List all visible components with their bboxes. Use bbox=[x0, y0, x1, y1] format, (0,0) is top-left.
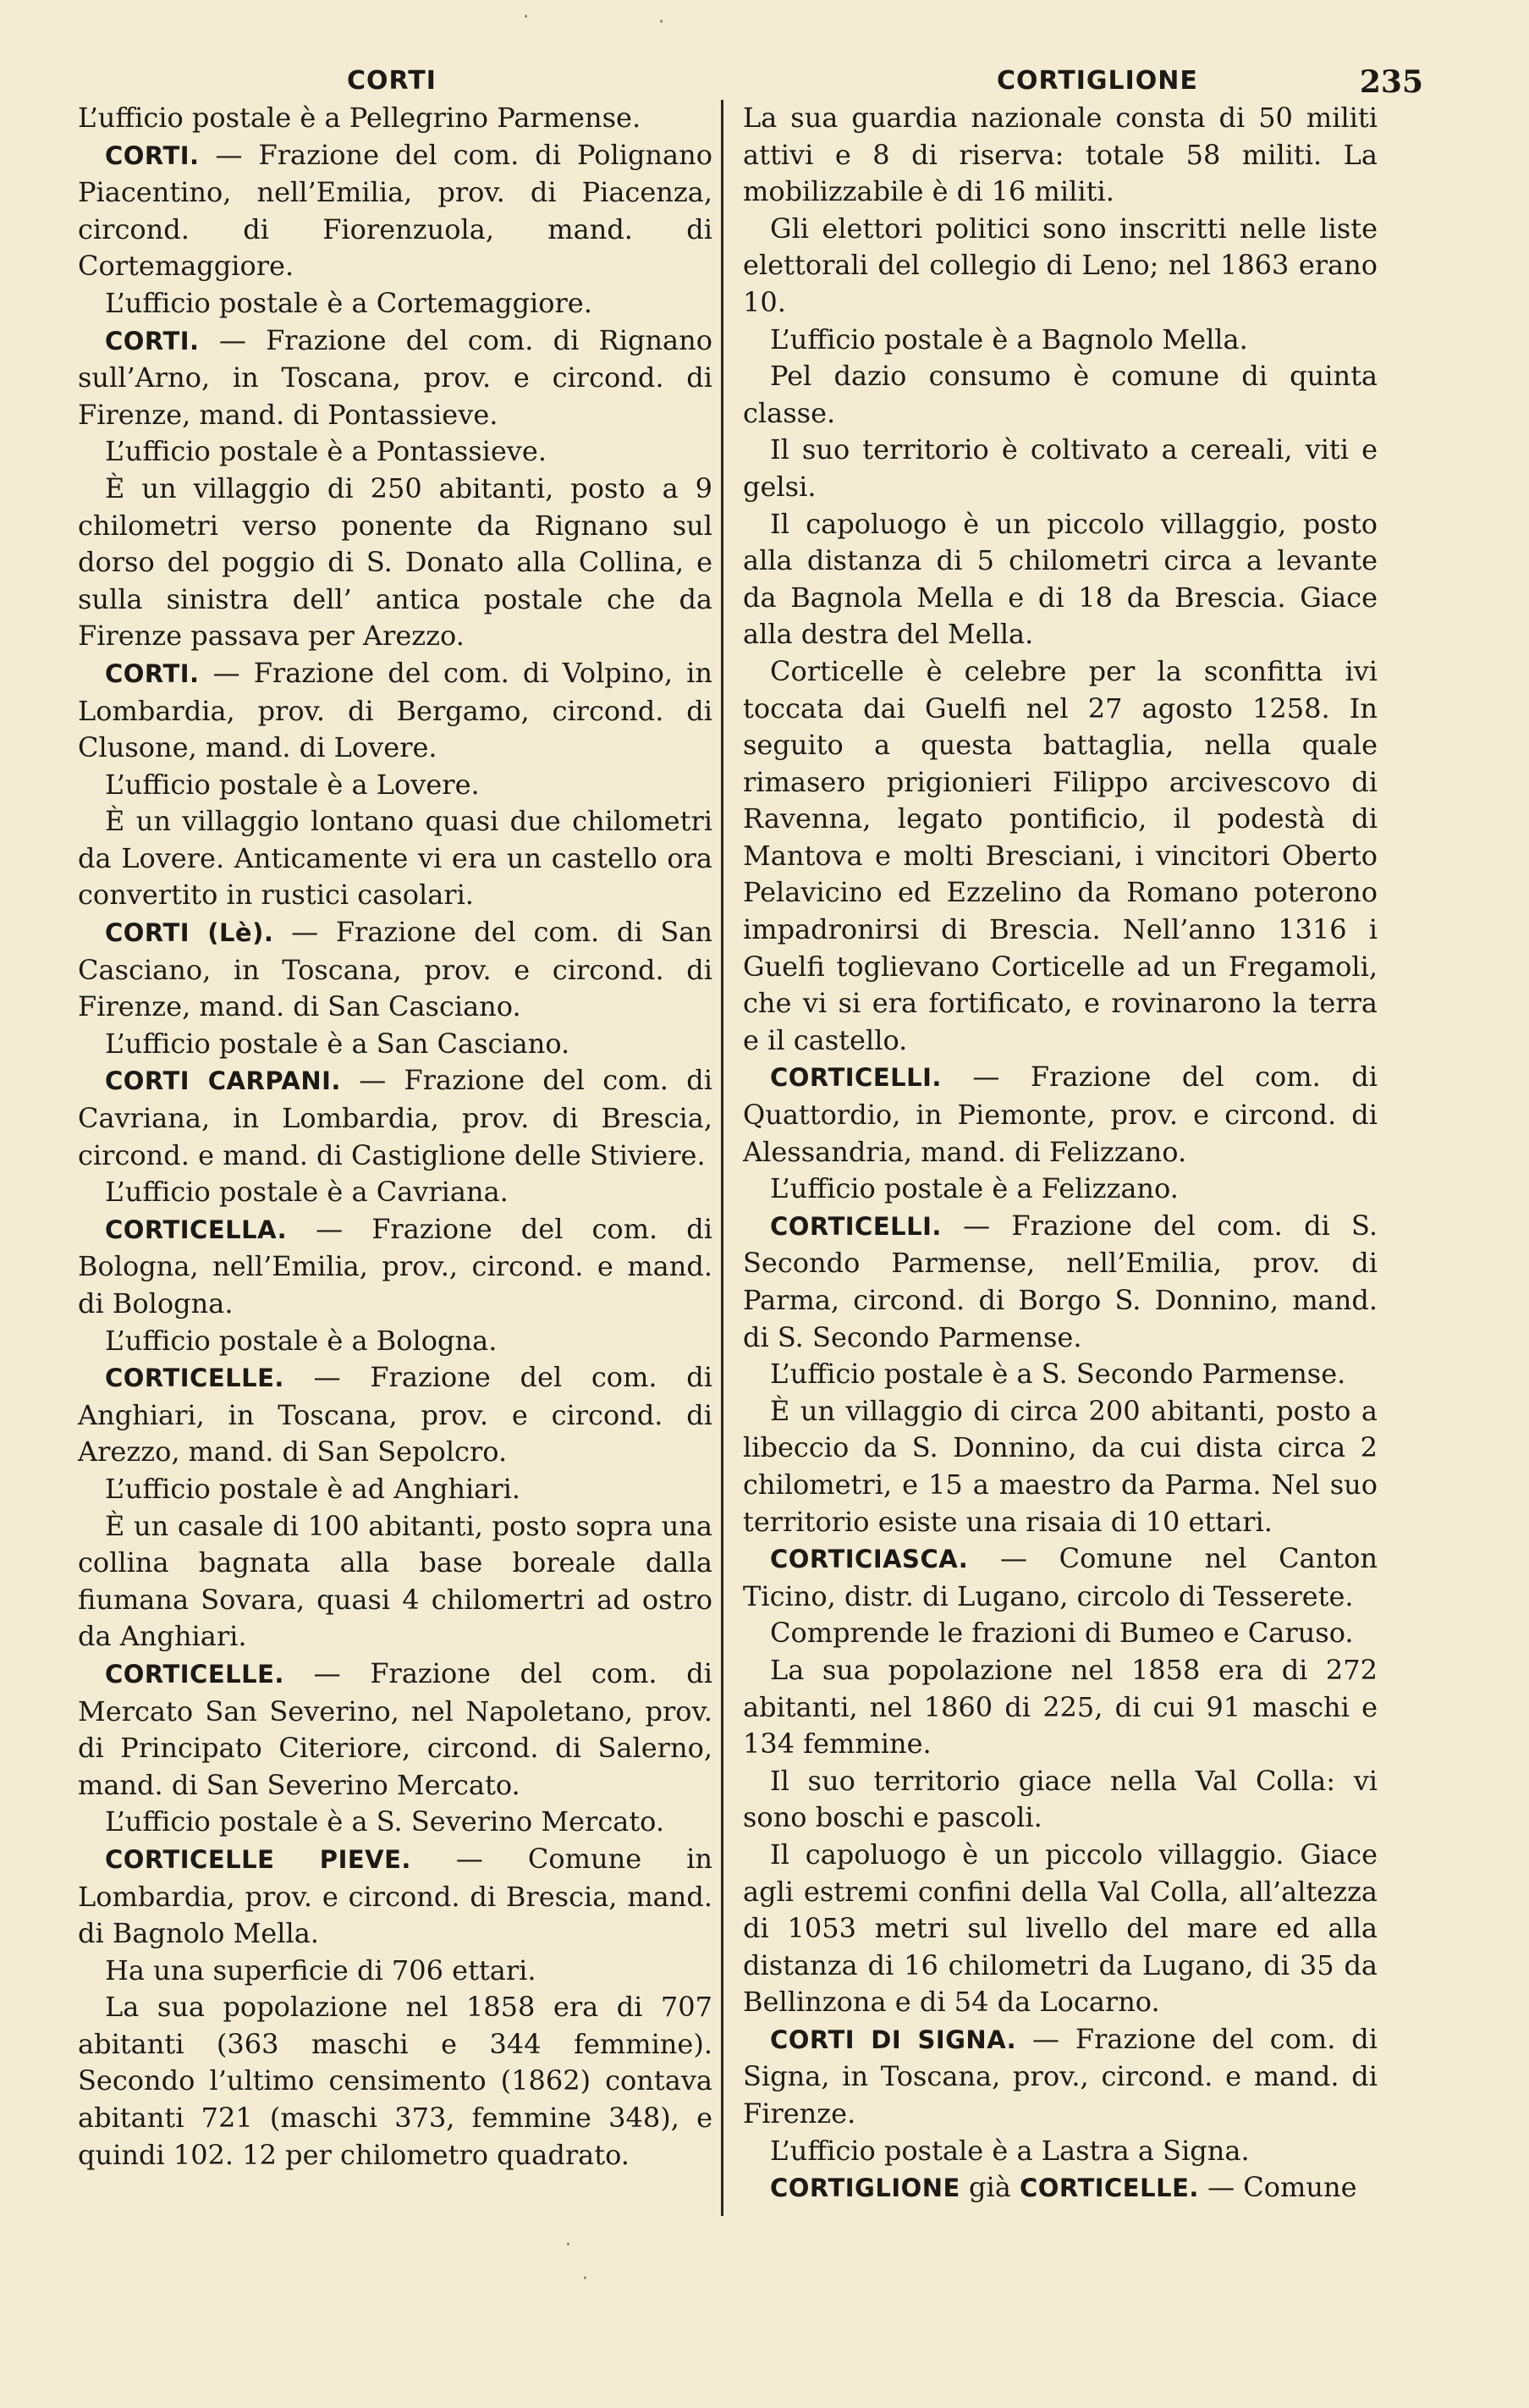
text-paragraph bbox=[78, 433, 712, 471]
entry-text: — Frazione del com. di Signa, in Toscana, prov., circond. e mand. di Firenze. bbox=[743, 2022, 1378, 2130]
entry-text: Il suo territorio giace nella Val Colla: vi sono boschi e pascoli. bbox=[743, 1764, 1378, 1834]
entry-text: L’ufficio postale è a Cavriana. bbox=[105, 1176, 509, 1209]
entry-text: Il capoluogo è un piccolo villaggio, posto alla distanza di 5 chilometri circa a levante da Bagnola Mella e di 18 da Brescia. Giace alla destra del Mella. bbox=[743, 507, 1378, 651]
text-paragraph bbox=[743, 432, 1378, 505]
entry-text: — Frazione del com. di Quattordio, in Piemonte, prov. e circond. di Alessandria, mand. di Felizzano. bbox=[743, 1061, 1378, 1168]
entry-text: L’ufficio postale è a S. Severino Mercato. bbox=[105, 1805, 665, 1838]
entry-text: già bbox=[960, 2171, 1020, 2204]
text-paragraph bbox=[78, 1323, 712, 1360]
text-paragraph bbox=[743, 1615, 1378, 1652]
entry-text: — Comune nel Canton Ticino, distr. di Lugano, circolo di Tesserete. bbox=[743, 1542, 1378, 1612]
running-head-left: CORTI bbox=[347, 66, 437, 96]
entry-text: — Comune bbox=[1198, 2171, 1357, 2204]
running-head-right: CORTIGLIONE bbox=[997, 66, 1198, 96]
entry-headword: CORTICELLI. bbox=[770, 1211, 942, 1241]
entry-text: — Frazione del com. di Bologna, nell’Emilia, prov., circond. e mand. di Bologna. bbox=[78, 1212, 712, 1320]
entry-paragraph bbox=[743, 2169, 1378, 2207]
text-paragraph bbox=[78, 767, 712, 804]
text-paragraph bbox=[743, 1393, 1378, 1540]
entry-paragraph bbox=[743, 1208, 1378, 1356]
text-paragraph bbox=[78, 1471, 712, 1508]
entry-headword: CORTI (Lè). bbox=[105, 918, 274, 948]
right-column bbox=[743, 100, 1378, 2207]
entry-text: L’ufficio postale è a Bologna. bbox=[105, 1324, 498, 1357]
entry-text: L’ufficio postale è a Lovere. bbox=[105, 768, 480, 801]
entry-paragraph bbox=[78, 1656, 712, 1804]
entry-headword: CORTICELLE. bbox=[105, 1364, 284, 1393]
entry-text: Comprende le frazioni di Bumeo e Caruso. bbox=[770, 1617, 1354, 1650]
text-paragraph bbox=[743, 2133, 1378, 2170]
entry-paragraph bbox=[78, 137, 712, 285]
print-speck: · bbox=[658, 12, 664, 33]
text-paragraph bbox=[78, 1989, 712, 2174]
entry-headword: CORTIGLIONE bbox=[770, 2174, 960, 2203]
text-paragraph bbox=[78, 285, 712, 322]
entry-text: La sua guardia nazionale consta di 50 militi attivi e 8 di riserva: totale 58 militi. La mobilizzabile è di 16 militi. bbox=[743, 102, 1378, 208]
entry-text: La sua popolazione nel 1858 era di 707 abitanti (363 maschi e 344 femmine). Secondo l’ultimo censimento (1862) contava abitanti 721 (maschi 373, femmine 348), e quindi 102. 12 per chilometro quadrato. bbox=[78, 1991, 712, 2171]
text-paragraph bbox=[743, 358, 1378, 432]
entry-text: Corticelle è celebre per la sconfitta ivi toccata dai Guelfi nel 27 agosto 1258. In seguito a questa battaglia, nella quale rimasero prigionieri Filippo arcivescovo di Ravenna, legato pontificio, il podestà di Mantova e molti Bresciani, i vincitori Oberto Pelavicino ed Ezzelino da Romano poterono impadronirsi di Brescia. Nell’anno 1316 i Guelfi toglievano Corticelle ad un Fregamoli, che vi si era fortificato, e rovinarono la terra e il castello. bbox=[743, 654, 1378, 1056]
entry-text: L’ufficio postale è a Pellegrino Parmense. bbox=[78, 102, 641, 134]
entry-text: — Frazione del com. di Rignano sull’Arno, in Toscana, prov. e circond. di Firenze, mand. di Pontassieve. bbox=[78, 323, 712, 431]
entry-text: L’ufficio postale è a Cortemaggiore. bbox=[105, 286, 592, 319]
entry-text: Gli elettori politici sono inscritti nelle liste elettorali del collegio di Leno; nel 1863 erano 10. bbox=[743, 212, 1378, 318]
entry-headword: CORTI CARPANI. bbox=[105, 1066, 341, 1096]
entry-text: Il capoluogo è un piccolo villaggio. Giace agli estremi confini della Val Colla, all’altezza di 1053 metri sul livello del mare ed alla distanza di 16 chilometri da Lugano, di 35 da Bellinzona e di 54 da Locarno. bbox=[743, 1838, 1378, 2019]
entry-text: — Frazione del com. di Mercato San Severino, nel Napoletano, prov. di Principato Citeriore, circond. di Salerno, mand. di San Severino Mercato. bbox=[78, 1656, 712, 1801]
entry-text: L’ufficio postale è ad Anghiari. bbox=[105, 1472, 521, 1505]
entry-headword: CORTI. bbox=[105, 658, 200, 688]
text-paragraph bbox=[78, 1174, 712, 1211]
text-paragraph bbox=[78, 803, 712, 914]
entry-headword: CORTI DI SIGNA. bbox=[770, 2025, 1017, 2054]
text-paragraph bbox=[743, 1837, 1378, 2021]
entry-headword: CORTICELLI. bbox=[770, 1063, 942, 1093]
entry-headword: CORTI. bbox=[105, 141, 200, 170]
entry-text: — Frazione del com. di Polignano Piacentino, nell’Emilia, prov. di Piacenza, circond. di Fiorenzuola, mand. di Cortemaggiore. bbox=[78, 138, 712, 283]
text-paragraph bbox=[743, 322, 1378, 359]
entry-paragraph bbox=[743, 2021, 1378, 2133]
entry-text: L’ufficio postale è a Lastra a Signa. bbox=[770, 2134, 1250, 2167]
entry-text: — Frazione del com. di Cavriana, in Lombardia, prov. di Brescia, circond. e mand. di Castiglione delle Stiviere. bbox=[78, 1064, 712, 1171]
entry-headword: CORTICELLE. bbox=[1019, 2174, 1199, 2203]
text-paragraph bbox=[743, 211, 1378, 322]
entry-text: Ha una superficie di 706 ettari. bbox=[105, 1953, 536, 1986]
entry-headword: CORTICELLE PIEVE. bbox=[105, 1844, 411, 1874]
text-paragraph bbox=[78, 1508, 712, 1656]
entry-headword: CORTICIASCA. bbox=[770, 1545, 969, 1574]
column-rule bbox=[721, 100, 723, 2216]
text-paragraph bbox=[743, 1652, 1378, 1763]
entry-paragraph bbox=[743, 1540, 1378, 1615]
entry-text: L’ufficio postale è a Pontassieve. bbox=[105, 435, 547, 468]
text-paragraph bbox=[78, 1953, 712, 1990]
entry-text: Il suo territorio è coltivato a cereali, viti e gelsi. bbox=[743, 433, 1378, 503]
entry-text: L’ufficio postale è a San Casciano. bbox=[105, 1027, 570, 1060]
text-paragraph bbox=[743, 1356, 1378, 1393]
entry-paragraph bbox=[78, 655, 712, 767]
entry-text: — Frazione del com. di San Casciano, in Toscana, prov. e circond. di Firenze, mand. di San Casciano. bbox=[78, 916, 712, 1023]
text-paragraph bbox=[78, 471, 712, 655]
entry-paragraph bbox=[78, 1359, 712, 1471]
text-paragraph bbox=[743, 1171, 1378, 1208]
entry-paragraph bbox=[78, 1211, 712, 1323]
text-paragraph bbox=[78, 1026, 712, 1063]
text-paragraph bbox=[78, 1804, 712, 1841]
entry-text: È un villaggio lontano quasi due chilometri da Lovere. Anticamente vi era un castello ora convertito in rustici casolari. bbox=[78, 805, 712, 912]
entry-text: — Comune in Lombardia, prov. e circond. di Brescia, mand. di Bagnolo Mella. bbox=[78, 1842, 712, 1950]
entry-text: L’ufficio postale è a Bagnolo Mella. bbox=[770, 322, 1248, 355]
print-speck: · bbox=[565, 2234, 571, 2256]
entry-text: La sua popolazione nel 1858 era di 272 abitanti, nel 1860 di 225, di cui 91 maschi e 134 femmine. bbox=[743, 1653, 1378, 1761]
text-paragraph bbox=[78, 100, 712, 137]
entry-paragraph bbox=[78, 1841, 712, 1953]
entry-text: L’ufficio postale è a S. Secondo Parmense. bbox=[770, 1358, 1346, 1391]
entry-paragraph bbox=[78, 1062, 712, 1174]
text-paragraph bbox=[743, 100, 1378, 211]
print-speck: · bbox=[582, 2268, 588, 2290]
entry-text: È un villaggio di circa 200 abitanti, posto a libeccio da S. Donnino, da cui dista circa 2 chilometri, e 15 a maestro da Parma. Nel suo territorio esiste una risaia di 10 ettari. bbox=[743, 1394, 1378, 1538]
print-speck: · bbox=[523, 7, 529, 28]
entry-text: Pel dazio consumo è comune di quinta classe. bbox=[743, 360, 1378, 429]
entry-paragraph bbox=[78, 914, 712, 1026]
text-paragraph bbox=[743, 653, 1378, 1060]
entry-text: — Frazione del com. di Anghiari, in Toscana, prov. e circond. di Arezzo, mand. di San Sepolcro. bbox=[78, 1361, 712, 1468]
entry-paragraph bbox=[743, 1059, 1378, 1171]
text-paragraph bbox=[743, 506, 1378, 653]
entry-text: — Frazione del com. di Volpino, in Lombardia, prov. di Bergamo, circond. di Clusone, mand. di Lovere. bbox=[78, 656, 712, 764]
left-column bbox=[78, 100, 712, 2174]
entry-text: — Frazione del com. di S. Secondo Parmense, nell’Emilia, prov. di Parma, circond. di Borgo S. Donnino, mand. di S. Secondo Parmense. bbox=[743, 1209, 1378, 1353]
entry-headword: CORTI. bbox=[105, 326, 200, 355]
page-number: 235 bbox=[1359, 64, 1423, 100]
entry-text: È un villaggio di 250 abitanti, posto a 9 chilometri verso ponente da Rignano sul dorso del poggio di S. Donato alla Collina, e sulla sinistra dell’ antica postale che da Firenze passava per Arezzo. bbox=[78, 471, 712, 653]
entry-text: È un casale di 100 abitanti, posto sopra una collina bagnata alla base boreale dalla fiumana Sovara, quasi 4 chilomertri ad ostro da Anghiari. bbox=[78, 1509, 712, 1653]
entry-headword: CORTICELLE. bbox=[105, 1659, 284, 1689]
entry-headword: CORTICELLA. bbox=[105, 1215, 288, 1244]
entry-paragraph bbox=[78, 322, 712, 434]
entry-text: L’ufficio postale è a Felizzano. bbox=[770, 1172, 1179, 1205]
text-paragraph bbox=[743, 1763, 1378, 1837]
